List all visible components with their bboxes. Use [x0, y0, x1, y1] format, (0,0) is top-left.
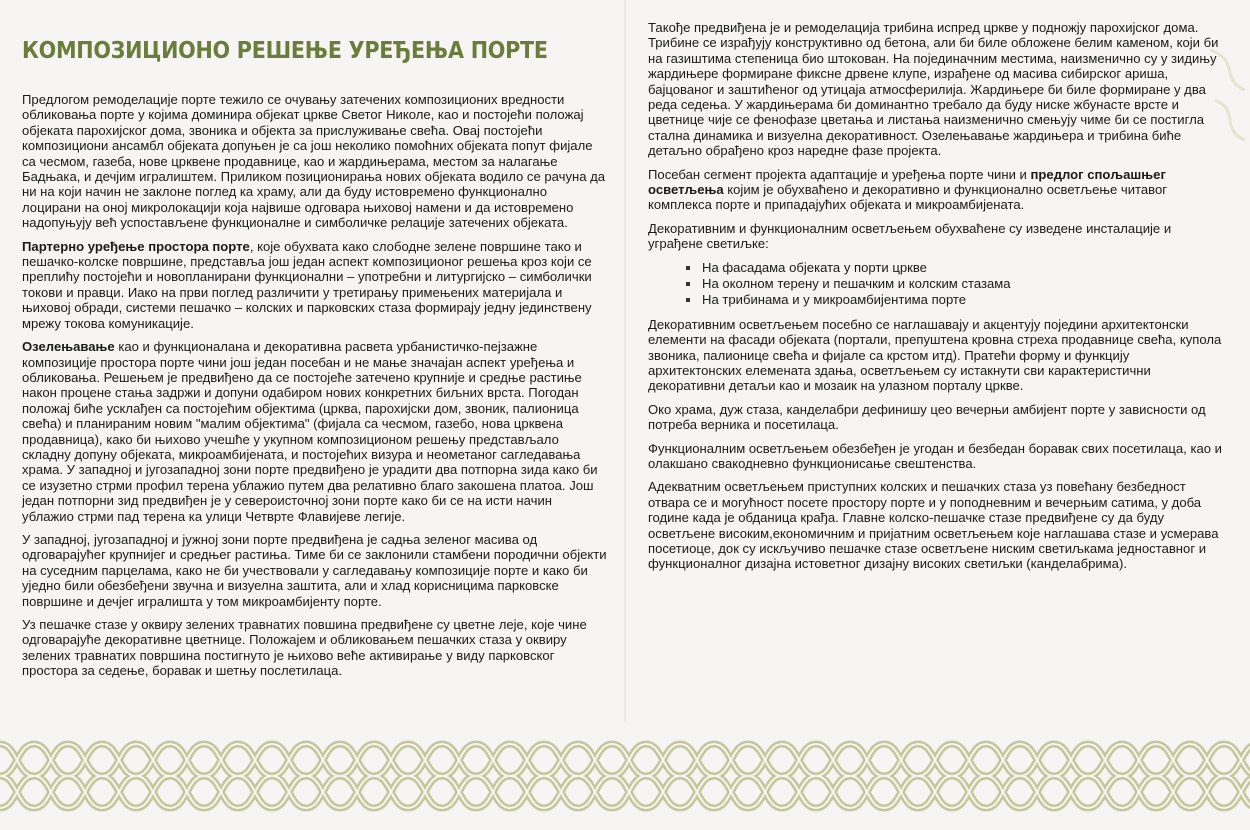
braided-border [0, 722, 1250, 830]
lighting-intro-start: Посебан сегмент пројекта адаптације и уређења порте чини и [648, 166, 1031, 182]
lighting-list [648, 260, 1226, 308]
lighting-intro-rest: којим је обухваћено и декоративно и функционално осветљење читавог комплекса порте и припадајућих објеката и микроамбијената. [648, 182, 1168, 213]
lighting-intro-paragraph [648, 167, 1226, 213]
list-item: На трибинама и у микроамбијентима порте [686, 292, 1226, 308]
candelabra-paragraph: Око храма, дуж стаза, канделабри дефинишу цео вечерњи амбијент порте у зависности од потреба верника и посетилаца. [648, 401, 1206, 433]
greenery-text: као и функционалана и декоративна расвета урбанистичко-пејзажне композиције простора порте чини још један посебан и не мање значајан аспект уређења и обликовања. Решењем је предвиђено да се постојеће затечено крупније и средње растиње након процене стања задржи и допуни одабиром нових конкретних биљних врста. Погодан положај биће усклађен са постојећим објектима (црква, парохијски дом, звоник, палионица свећа) и планираним новим "малим објектима" (фијала са чесмом, газебо, нова црквена продавница), како би њихово учешће у укупном композиционом решењу представљало складну допуну објеката, микроамбијената, и постојећих визура и неометаног сагледавања храма. У западној и југозападној зони порте предвиђено је урадити два потпорна зида како би се изузетно стрми профил терена ублажио путем два релативно благо закошена платоа. Још један потпорни зид предвиђен је у североисточној зони порте како би се на исти начин ублажио стрми пад терена ка улици Четврте Флавијеве легије. [22, 339, 598, 524]
paving-text: , које обухвата како слободне зелене површине тако и пешачко-колске површине, представља још један аспект композиционог решења кроз који се преплићу постојећи и новопланирани функционални – употребни и литургијско – симболички токови и правци. Иако на први поглед различити у третирању примењених материјала и њиховој обради, системи пешачко – колских и парковских стаза формирају једну јединствену мрежу токова комуникације. [22, 238, 592, 331]
fold-line [624, 0, 626, 722]
lighting-heading: предлог спољашњег осветљења [648, 166, 1166, 198]
decorative-lighting-paragraph: Декоративним осветљењем посебно се наглашавају и акцентују поједини архитектонски елементи на фасади објеката (портали, препуштена кровна стреха продавнице свећа, купола звоника, палионице свећа и фијале са крстом итд). Пратећи форму и функцију архитектонских елемената здања, осветљењем су истакнути сви карактеристични декоративни детаљи као и мозаик на улазном порталу цркве. [648, 316, 1222, 394]
intro-paragraph: Предлогом ремоделације порте тежило се очувању затечених композиционих вредности обликовања порте у којима доминира објекат цркве Светог Николе, као и постојећи положај објеката парохијског дома, звоника и објекта за прислуживање свећа. Овај постојећи композициони ансамбл објеката допуњен је са још неколико помоћних објеката попут фијале са чесмом, газеба, нове црквене продавнице, као и жардињерама, местом за налагање Бадњака, и дечјим игралиштем. Приликом позиционирања нових објеката водило се рачуна да ни на који начин не заклоне поглед ка храму, али да буду истовремено функционално лоцирани на оној микролокацији која највише одговара њиховој намени и да истовремено надопуњују већ успостављене функционалне и симболичке релације затечених објеката. [22, 92, 606, 231]
greenery-paragraph [22, 339, 607, 524]
paving-paragraph [22, 239, 607, 331]
functional-lighting-paragraph: Функционалним осветљењем обезбеђен је угодан и безбедан боравак свих посетилаца, као и олакшано свакодневно функционисање свештенства. [648, 440, 1222, 471]
page-title: КОМПОЗИЦИОНО РЕШЕЊЕ УРЕЂЕЊА ПОРТЕ [22, 38, 548, 64]
right-column [648, 20, 1226, 580]
greenery-heading: Озелењавање [22, 339, 115, 355]
tribunes-paragraph: Такође предвиђена је и ремоделација трибина испред цркве у подножју парохијског дома. Трибине се израђују конструктивно од бетона, али би биле обложене белим каменом, који би на газиштима степеница био штокован. На појединачним местима, наизменично су у зидињу жардињере формиране фиксне дрвене клупе, израђене од масива сибирског ариша, бајцованог и заштићеног од утицаја атмосферилија. Жардињере би биле формиране у два реда седења. У жардињерама би доминантно требало да буду ниске жбунасте врсте и цветнице чије се фенофазе цветања и листања наизменично смењују чиме би се постигла стална динамика и визуелна декоративност. Озелењавање жардињера и трибина биће детаљно обрађено кроз наредне фазе пројекта. [648, 20, 1219, 159]
list-item: На околном терену и пешачким и колским стазама [686, 276, 1226, 292]
planting-paragraph: У западној, југозападној и јужној зони порте предвиђена је садња зеленог масива од одговарајућег крупнијег и средњег растиња. Тиме би се заклонили стамбени породични објекти на суседним парцелама, како не би учествовали у сагледавању композиције порте и како би уједно били обезбеђени звучна и визуелна заштита, али и хлад корисницима парковске површине и дечјег игралишта у том микроамбијенту порте. [22, 531, 607, 609]
left-column [22, 92, 607, 687]
flowerbeds-paragraph: Уз пешачке стазе у оквиру зелених травнатих повшина предвиђене су цветне леје, које чине одговарајуће декоративне цветнице. Положајем и обликовањем пешачких стаза у оквиру зелених травнатих површина постигнуто је њихово веће активирање у виду парковског простора за седење, боравак и шетњу послетилаца. [22, 617, 587, 679]
installations-paragraph: Декоративним и функционалним осветљењем обухваћене су изведене инсталације и уграђене светиљке: [648, 220, 1172, 252]
paths-lighting-paragraph: Адекватним осветљењем приступних колских и пешачких стаза уз повећану безбедност отвара се и могућност посете простору порте и у поподневним и вечерњим сатима, у доба године када је обданица крађа. Главне колско-пешачке стазе предвиђене су да буду осветљене високим,економичним и пријатним осветљењем које наглашава стазе и усмерава посетиоце, док су искључиво пешачке стазе осветљене ниским светиљкама једноставног и функционалног дизајна истоветног дизајну високих светиљки (канделабрима). [648, 479, 1219, 572]
corner-ornament [1200, 40, 1250, 160]
paving-heading: Партерно уређење простора порте [22, 238, 250, 254]
list-item: На фасадама објеката у порти цркве [686, 260, 1226, 276]
